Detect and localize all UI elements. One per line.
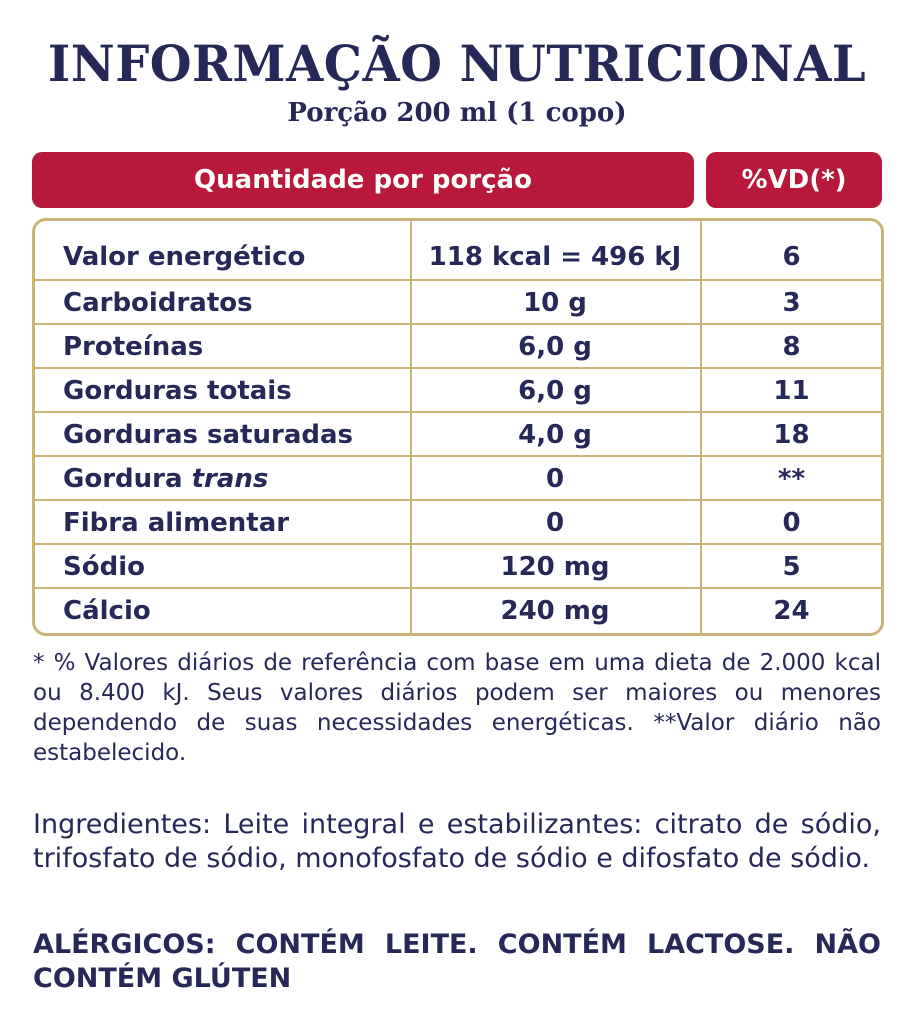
table-row <box>35 543 881 587</box>
allergens-text: ALÉRGICOS: CONTÉM LEITE. CONTÉM LACTOSE. NÃO CONTÉM GLÚTEN <box>33 929 881 994</box>
nutrient-name: Valor energético <box>63 242 306 272</box>
quantity-column-header: Quantidade por porção <box>32 152 694 208</box>
ingredients-text: Ingredientes: Leite integral e estabilizantes: citrato de sódio, trifosfato de sódio, monofosfato de sódio e difosfato de sódio. <box>33 809 881 874</box>
table-row <box>35 455 881 499</box>
nutrient-vd: 0 <box>782 508 801 538</box>
nutrient-vd: 3 <box>782 288 801 318</box>
nutrient-name <box>63 457 413 501</box>
nutrient-vd: 5 <box>782 552 801 582</box>
table-row <box>35 499 881 543</box>
nutrient-vd: 18 <box>773 420 810 450</box>
nutrient-quantity: 0 <box>545 508 565 538</box>
nutrient-quantity: 6,0 g <box>518 376 592 406</box>
table-row <box>35 279 881 323</box>
nutrient-name: Proteínas <box>63 332 204 362</box>
nutrient-quantity: 0 <box>545 464 565 494</box>
nutrient-vd: ** <box>777 464 806 494</box>
nutrition-table <box>32 218 884 636</box>
nutrient-name-italic: trans <box>191 464 269 494</box>
nutrient-quantity: 240 mg <box>500 596 610 626</box>
nutrient-name: Carboidratos <box>63 288 253 318</box>
nutrient-quantity: 120 mg <box>500 552 610 582</box>
serving-size: Porção 200 ml (1 copo) <box>287 98 627 128</box>
nutrient-vd: 24 <box>773 596 810 626</box>
vd-column-header: %VD(*) <box>706 152 882 208</box>
nutrient-name-prefix: Gordura <box>63 464 192 494</box>
table-row <box>35 323 881 367</box>
nutrient-quantity: 10 g <box>523 288 587 318</box>
nutrient-name: Fibra alimentar <box>63 508 290 538</box>
nutrient-name: Cálcio <box>63 596 151 626</box>
nutrient-quantity: 4,0 g <box>518 420 592 450</box>
daily-value-footnote: * % Valores diários de referência com base em uma dieta de 2.000 kcal ou 8.400 kJ. Seus valores diários podem ser maiores ou menores dependendo de suas necessidades energéticas. **Valor diário não estabelecido. <box>33 650 881 766</box>
table-row <box>35 235 881 279</box>
nutrient-vd: 6 <box>782 242 801 272</box>
table-row <box>35 411 881 455</box>
nutrient-vd: 8 <box>782 332 801 362</box>
nutrient-name: Gorduras saturadas <box>63 420 353 450</box>
nutrient-vd: 11 <box>773 376 810 406</box>
nutrient-name: Gorduras totais <box>63 376 292 406</box>
page-title: INFORMAÇÃO NUTRICIONAL <box>47 34 867 93</box>
table-row <box>35 587 881 631</box>
nutrient-name: Sódio <box>63 552 145 582</box>
nutrient-quantity: 118 kcal = 496 kJ <box>428 242 682 272</box>
table-row <box>35 367 881 411</box>
nutrient-quantity: 6,0 g <box>518 332 592 362</box>
